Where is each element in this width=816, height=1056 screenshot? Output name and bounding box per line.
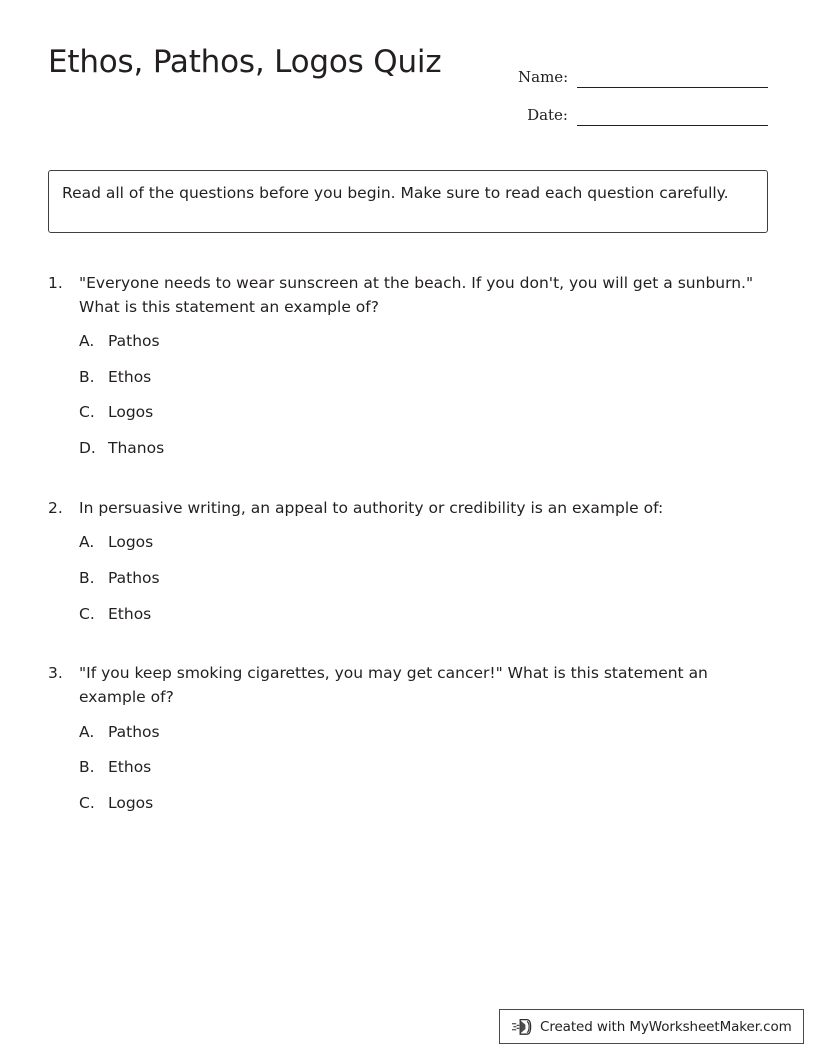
answer-choice-letter: A. [79, 722, 95, 741]
answer-choice-text: Pathos [108, 722, 160, 741]
question-row [48, 662, 774, 709]
question-text: "Everyone needs to wear sunscreen at the beach. If you don't, you will get a sunburn." What is this statement an example of? [79, 274, 754, 316]
question-row [48, 272, 774, 319]
question-text: "If you keep smoking cigarettes, you may get cancer!" What is this statement an example of? [79, 664, 708, 706]
answer-choice-letter: C. [79, 604, 95, 623]
answer-choice[interactable] [79, 793, 774, 815]
answer-choice-letter: A. [79, 533, 95, 552]
answer-choice-text: Logos [108, 533, 154, 552]
question-text: In persuasive writing, an appeal to authority or credibility is an example of: [79, 498, 664, 517]
answer-choice-letter: B. [79, 758, 95, 777]
answer-choice-letter: B. [79, 569, 95, 588]
answer-choice-letter: C. [79, 403, 95, 422]
name-date-fields [518, 50, 768, 126]
date-field-row [518, 88, 768, 126]
date-label: Date: [527, 106, 568, 124]
answer-choice-text: Pathos [108, 569, 160, 588]
name-field-row [518, 50, 768, 88]
answer-choices [48, 722, 774, 815]
answer-choice[interactable] [79, 722, 774, 744]
worksheet-header [48, 44, 768, 122]
page-title: Ethos, Pathos, Logos Quiz [48, 44, 442, 80]
answer-choice-text: Ethos [108, 367, 152, 386]
answer-choice-letter: B. [79, 367, 95, 386]
question-row [48, 497, 774, 521]
answer-choice-text: Ethos [108, 758, 152, 777]
name-input-line[interactable] [577, 67, 768, 88]
instruction-text: Read all of the questions before you begin. Make sure to read each question carefully. [62, 184, 729, 202]
answer-choice[interactable] [79, 367, 774, 389]
name-label: Name: [518, 68, 569, 86]
worksheet-book-icon [511, 1016, 533, 1038]
question-number: 1. [48, 274, 63, 292]
answer-choice-text: Pathos [108, 332, 160, 351]
answer-choice-text: Thanos [108, 439, 165, 458]
question-number: 2. [48, 498, 63, 517]
answer-choice-letter: A. [79, 332, 95, 351]
answer-choice-text: Logos [108, 403, 154, 422]
date-input-line[interactable] [577, 105, 768, 126]
footer-attribution-text: Created with MyWorksheetMaker.com [540, 1018, 792, 1035]
footer-attribution-badge[interactable] [499, 1009, 804, 1044]
answer-choice[interactable] [79, 438, 774, 460]
answer-choices [48, 532, 774, 625]
answer-choice[interactable] [79, 331, 774, 353]
answer-choice[interactable] [79, 568, 774, 590]
instruction-box [48, 170, 768, 233]
answer-choice-letter: D. [79, 439, 96, 458]
question-block [48, 662, 774, 814]
answer-choice-text: Ethos [108, 604, 152, 623]
answer-choice[interactable] [79, 402, 774, 424]
answer-choice-text: Logos [108, 793, 154, 812]
answer-choice-letter: C. [79, 793, 95, 812]
answer-choice[interactable] [79, 757, 774, 779]
answer-choice[interactable] [79, 532, 774, 554]
question-number: 3. [48, 664, 63, 683]
answer-choice[interactable] [79, 604, 774, 626]
questions-list [48, 272, 774, 841]
question-block [48, 497, 774, 626]
question-block [48, 272, 774, 460]
answer-choices [48, 331, 774, 460]
